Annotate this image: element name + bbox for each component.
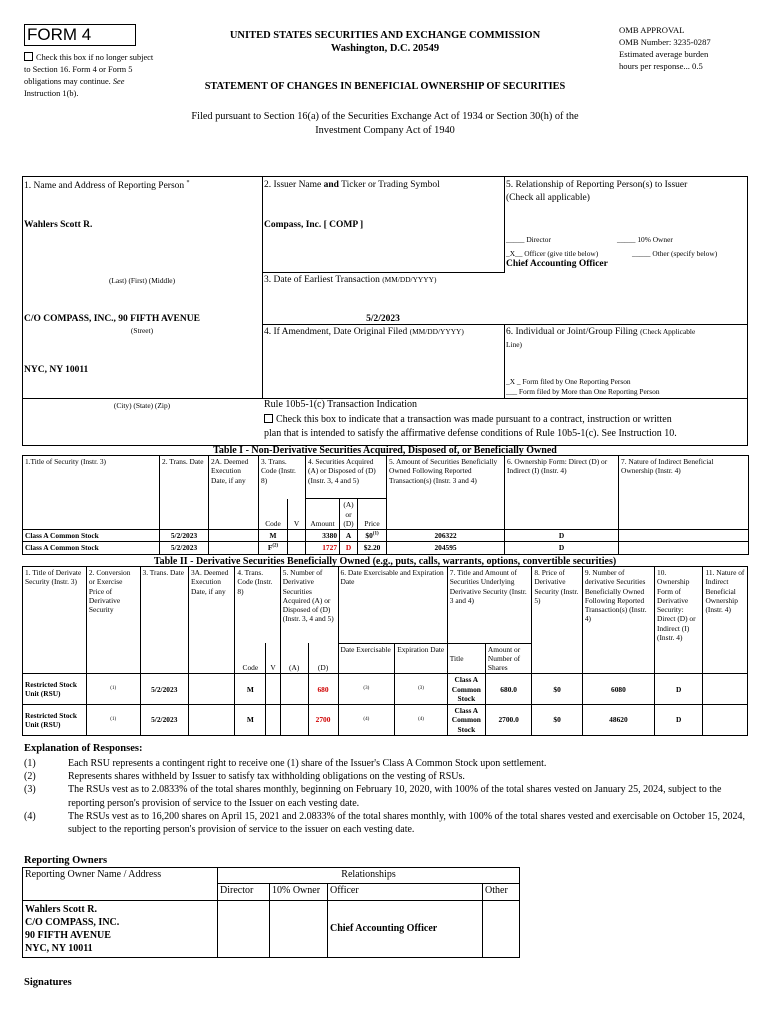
director-header: Director bbox=[218, 884, 270, 901]
t1-r1-form: D bbox=[505, 530, 619, 542]
t2-r1-date: 5/2/2023 bbox=[140, 674, 188, 705]
filed-pursuant-line1: Filed pursuant to Section 16(a) of the Securities Exchange Act of 1934 or Section 30(h) of the bbox=[191, 111, 579, 122]
t2-h-underlying: 7. Title and Amount of Securities Underlying Derivative Security (Instr. 3 and 4) bbox=[447, 567, 532, 644]
t2-h-code: 4. Trans. Code (Instr. 8) bbox=[235, 567, 280, 644]
table1-title: Table I - Non-Derivative Securities Acquired, Disposed of, or Beneficially Owned bbox=[213, 445, 557, 456]
rule-10b5-title: Rule 10b5-1(c) Transaction Indication bbox=[264, 399, 418, 410]
owner-officer-title: Chief Accounting Officer bbox=[328, 901, 483, 958]
t2-r2-code: M bbox=[235, 705, 266, 736]
t2-h-uamount: Amount or Number of Shares bbox=[485, 643, 531, 674]
list-item: (3) The RSUs vest as to 2.0833% of the total shares monthly, beginning on February 10, 2020, with 100% of the total shares vested on January 25, 2024, subject to the reporting person's provision of service to the Issuer on each vesting date. bbox=[24, 784, 722, 809]
t2-r1-uamount: 680.0 bbox=[485, 674, 531, 705]
t1-r1-price: $0$^{(1)}$ bbox=[358, 530, 387, 542]
issuer-name: Compass, Inc. [ COMP ] bbox=[264, 220, 364, 230]
reporting-person-name: Wahlers Scott R. bbox=[24, 220, 93, 230]
t2-h-v: V bbox=[266, 643, 280, 674]
t2-h-number: 5. Number of Derivative Securities Acquired (A) or Disposed of (D) (Instr. 3, 4 and 5) bbox=[280, 567, 338, 644]
table-row bbox=[23, 530, 749, 542]
t1-h-nature: 7. Nature of Indirect Beneficial Ownership (Instr. 4) bbox=[619, 456, 749, 499]
director-option[interactable]: _____ Director bbox=[506, 235, 551, 244]
t1-r1-code: M bbox=[259, 530, 288, 542]
officer-header: Officer bbox=[328, 884, 483, 901]
t2-h-utitle: Title bbox=[447, 643, 485, 674]
form-title: FORM 4 bbox=[27, 25, 92, 44]
t1-r1-owned: 206322 bbox=[387, 530, 505, 542]
t2-h-date: 3. Trans. Date bbox=[140, 567, 188, 644]
explanation-list bbox=[24, 757, 750, 836]
t2-h-title: 1. Title of Derivate Security (Instr. 3) bbox=[23, 567, 87, 644]
owner-address: Wahlers Scott R. C/O COMPASS, INC. 90 FIFTH AVENUE NYC, NY 10011 bbox=[23, 901, 218, 958]
t2-r1-owned: 6080 bbox=[582, 674, 654, 705]
city-hint: (City) (State) (Zip) bbox=[113, 401, 171, 410]
other-header: Other bbox=[483, 884, 520, 901]
t1-h-price: Price bbox=[358, 499, 387, 530]
name-hint: (Last) (First) (Middle) bbox=[108, 276, 176, 285]
t2-h-price: 8. Price of Derivative Security (Instr. 5) bbox=[532, 567, 583, 644]
t2-r2-title: Restricted Stock Unit (RSU) bbox=[23, 705, 87, 736]
rule-10b5-text: Check this box to indicate that a transaction was made pursuant to a contract, instruction or written plan that is intended to satisfy the affirmative defense conditions of Rule 10b5-1(c). See Instruction 10. bbox=[264, 414, 677, 439]
rule-10b5-checkbox[interactable] bbox=[264, 414, 273, 423]
box6-label: 6. Individual or Joint/Group Filing (Check Applicable bbox=[506, 327, 696, 337]
t2-h-form: 10. Ownership Form of Derivative Security: Direct (D) or Indirect (I) (Instr. 4) bbox=[655, 567, 703, 644]
t2-r1-price: $0 bbox=[532, 674, 583, 705]
t2-h-owned: 9. Number of derivative Securities Beneficially Owned Following Reported Transaction(s) (Instr. 4) bbox=[582, 567, 654, 644]
t1-r2-amount: 1727 bbox=[306, 542, 340, 554]
t1-h-aord: (A) or (D) bbox=[340, 499, 358, 530]
t1-h-date: 2. Trans. Date bbox=[160, 456, 209, 499]
omb-approval: OMB APPROVAL OMB Number: 3235-0287 Estimated average burden hours per response... 0.5 bbox=[619, 25, 711, 71]
agency-city: Washington, D.C. 20549 bbox=[330, 43, 440, 54]
t1-h-code-sub: Code bbox=[259, 499, 288, 530]
t2-r1-title: Restricted Stock Unit (RSU) bbox=[23, 674, 87, 705]
t2-r1-conv: (1) bbox=[86, 674, 140, 705]
table2 bbox=[22, 566, 748, 736]
relationships-header: Relationships bbox=[218, 868, 520, 884]
no-longer-subject-note: Check this box if no longer subject to Section 16. Form 4 or Form 5 obligations may continue. See Instruction 1(b). bbox=[24, 53, 154, 98]
agency-name: UNITED STATES SECURITIES AND EXCHANGE COMMISSION bbox=[229, 30, 541, 41]
list-item: (1) Each RSU represents a contingent right to receive one (1) share of the Issuer's Class A Common Stock upon settlement. bbox=[24, 758, 547, 769]
t2-h-expiration: Expiration Date bbox=[395, 643, 448, 674]
t2-h-dates: 6. Date Exercisable and Expiration Date bbox=[338, 567, 447, 644]
street-hint: (Street) bbox=[130, 326, 154, 335]
box6-hint-2: Line) bbox=[506, 340, 523, 349]
t1-r2-code: $F^{(2)}$ bbox=[259, 542, 288, 554]
box3-label: 3. Date of Earliest Transaction (MM/DD/YYYY) bbox=[264, 275, 437, 285]
t1-h-owned: 5. Amount of Securities Beneficially Owned Following Reported Transaction(s) (Instr. 3 and 4) bbox=[387, 456, 505, 499]
no-longer-subject-checkbox[interactable] bbox=[24, 52, 33, 61]
table2-title: Table II - Derivative Securities Beneficially Owned (e.g., puts, calls, warrants, options, convertible securities) bbox=[153, 556, 617, 567]
t2-r2-owned: 48620 bbox=[582, 705, 654, 736]
t2-r1-form: D bbox=[655, 674, 703, 705]
box5-label: 5. Relationship of Reporting Person(s) to Issuer bbox=[506, 180, 688, 190]
box2-label: 2. Issuer Name and Ticker or Trading Symbol bbox=[264, 180, 440, 190]
officer-option[interactable]: _X__ Officer (give title below) bbox=[506, 249, 599, 258]
reporting-owners-table bbox=[22, 867, 520, 958]
t2-r2-d: 2700 bbox=[308, 705, 338, 736]
t2-r2-exp: (4) bbox=[395, 705, 448, 736]
t1-r1-amount: 3380 bbox=[306, 530, 340, 542]
ten-owner-header: 10% Owner bbox=[270, 884, 328, 901]
t2-h-conv: 2. Conversion or Exercise Price of Derivative Security bbox=[86, 567, 140, 644]
t1-h-acquired: 4. Securities Acquired (A) or Disposed of (D) (Instr. 3, 4 and 5) bbox=[306, 456, 387, 499]
t1-r2-date: 5/2/2023 bbox=[160, 542, 209, 554]
t2-h-code-sub: Code bbox=[235, 643, 266, 674]
reporting-person-city: NYC, NY 10011 bbox=[24, 365, 89, 375]
table-row bbox=[23, 705, 748, 736]
t1-h-amount: Amount bbox=[306, 499, 340, 530]
multiple-reporting-persons-option[interactable]: ___ Form filed by More than One Reporting Person bbox=[506, 387, 660, 396]
earliest-transaction-date: 5/2/2023 bbox=[366, 314, 400, 324]
owner-name-header: Reporting Owner Name / Address bbox=[23, 868, 218, 884]
t1-r1-aord: A bbox=[340, 530, 358, 542]
t1-r2-owned: 204595 bbox=[387, 542, 505, 554]
t1-r1-date: 5/2/2023 bbox=[160, 530, 209, 542]
t1-r2-aord: D bbox=[340, 542, 358, 554]
t2-r2-uamount: 2700.0 bbox=[485, 705, 531, 736]
statement-title: STATEMENT OF CHANGES IN BENEFICIAL OWNERSHIP OF SECURITIES bbox=[204, 81, 566, 92]
t2-r2-exer: (4) bbox=[338, 705, 395, 736]
t1-r2-title: Class A Common Stock bbox=[23, 542, 160, 554]
reporting-person-street: C/O COMPASS, INC., 90 FIFTH AVENUE bbox=[24, 314, 200, 324]
box4-label: 4. If Amendment, Date Original Filed (MM/DD/YYYY) bbox=[264, 327, 464, 337]
officer-title: Chief Accounting Officer bbox=[506, 259, 608, 269]
box1-label: 1. Name and Address of Reporting Person * bbox=[24, 180, 190, 192]
t2-h-nature: 11. Nature of Indirect Beneficial Ownership (Instr. 4) bbox=[703, 567, 748, 644]
other-option[interactable]: _____ Other (specify below) bbox=[632, 249, 718, 258]
reporting-owners-title: Reporting Owners bbox=[24, 855, 108, 866]
table1 bbox=[22, 455, 749, 555]
t2-r2-date: 5/2/2023 bbox=[140, 705, 188, 736]
t1-r2-form: D bbox=[505, 542, 619, 554]
t2-h-deemed: 3A. Deemed Execution Date, if any bbox=[188, 567, 234, 644]
box5-label-2: (Check all applicable) bbox=[506, 193, 590, 203]
list-item: (2) Represents shares withheld by Issuer to satisfy tax withholding obligations on the vesting of RSUs. bbox=[24, 771, 465, 783]
t2-h-d: (D) bbox=[308, 643, 338, 674]
table-row bbox=[23, 542, 749, 554]
t2-r2-utitle: Class A Common Stock bbox=[447, 705, 485, 736]
t2-h-a: (A) bbox=[280, 643, 308, 674]
t2-r1-exer: (3) bbox=[338, 674, 395, 705]
t1-h-form: 6. Ownership Form: Direct (D) or Indirect (I) (Instr. 4) bbox=[505, 456, 619, 499]
signatures-title: Signatures bbox=[24, 977, 72, 988]
t1-r2-price: $2.20 bbox=[358, 542, 387, 554]
t2-r1-utitle: Class A Common Stock bbox=[447, 674, 485, 705]
t1-r1-title: Class A Common Stock bbox=[23, 530, 160, 542]
t1-h-code: 3. Trans. Code (Instr. 8) bbox=[259, 456, 306, 499]
list-item: (4) The RSUs vest as to 16,200 shares on April 15, 2021 and 2.0833% of the total shares monthly, with 100% of the total shares vested and exercisable on October 15, 2024, subject to the reporting person's provision of service to the issuer on each vesting date. bbox=[24, 810, 746, 836]
t2-r2-price: $0 bbox=[532, 705, 583, 736]
t2-r1-exp: (3) bbox=[395, 674, 448, 705]
t2-r1-d: 680 bbox=[308, 674, 338, 705]
table-row bbox=[23, 674, 748, 705]
table-row bbox=[23, 901, 520, 958]
t2-h-exercisable: Date Exercisable bbox=[338, 643, 395, 674]
t1-h-deemed: 2A. Deemed Execution Date, if any bbox=[209, 456, 259, 499]
t2-r2-form: D bbox=[655, 705, 703, 736]
t2-r1-code: M bbox=[235, 674, 266, 705]
t2-r2-conv: (1) bbox=[86, 705, 140, 736]
t1-h-title: 1.Title of Security (Instr. 3) bbox=[23, 456, 160, 499]
ten-percent-owner-option[interactable]: _____ 10% Owner bbox=[617, 235, 673, 244]
explanation-title: Explanation of Responses: bbox=[24, 743, 143, 754]
t1-h-v: V bbox=[288, 499, 306, 530]
one-reporting-person-option[interactable]: _X _ Form filed by One Reporting Person bbox=[506, 377, 631, 386]
filed-pursuant-line2: Investment Company Act of 1940 bbox=[315, 125, 455, 136]
